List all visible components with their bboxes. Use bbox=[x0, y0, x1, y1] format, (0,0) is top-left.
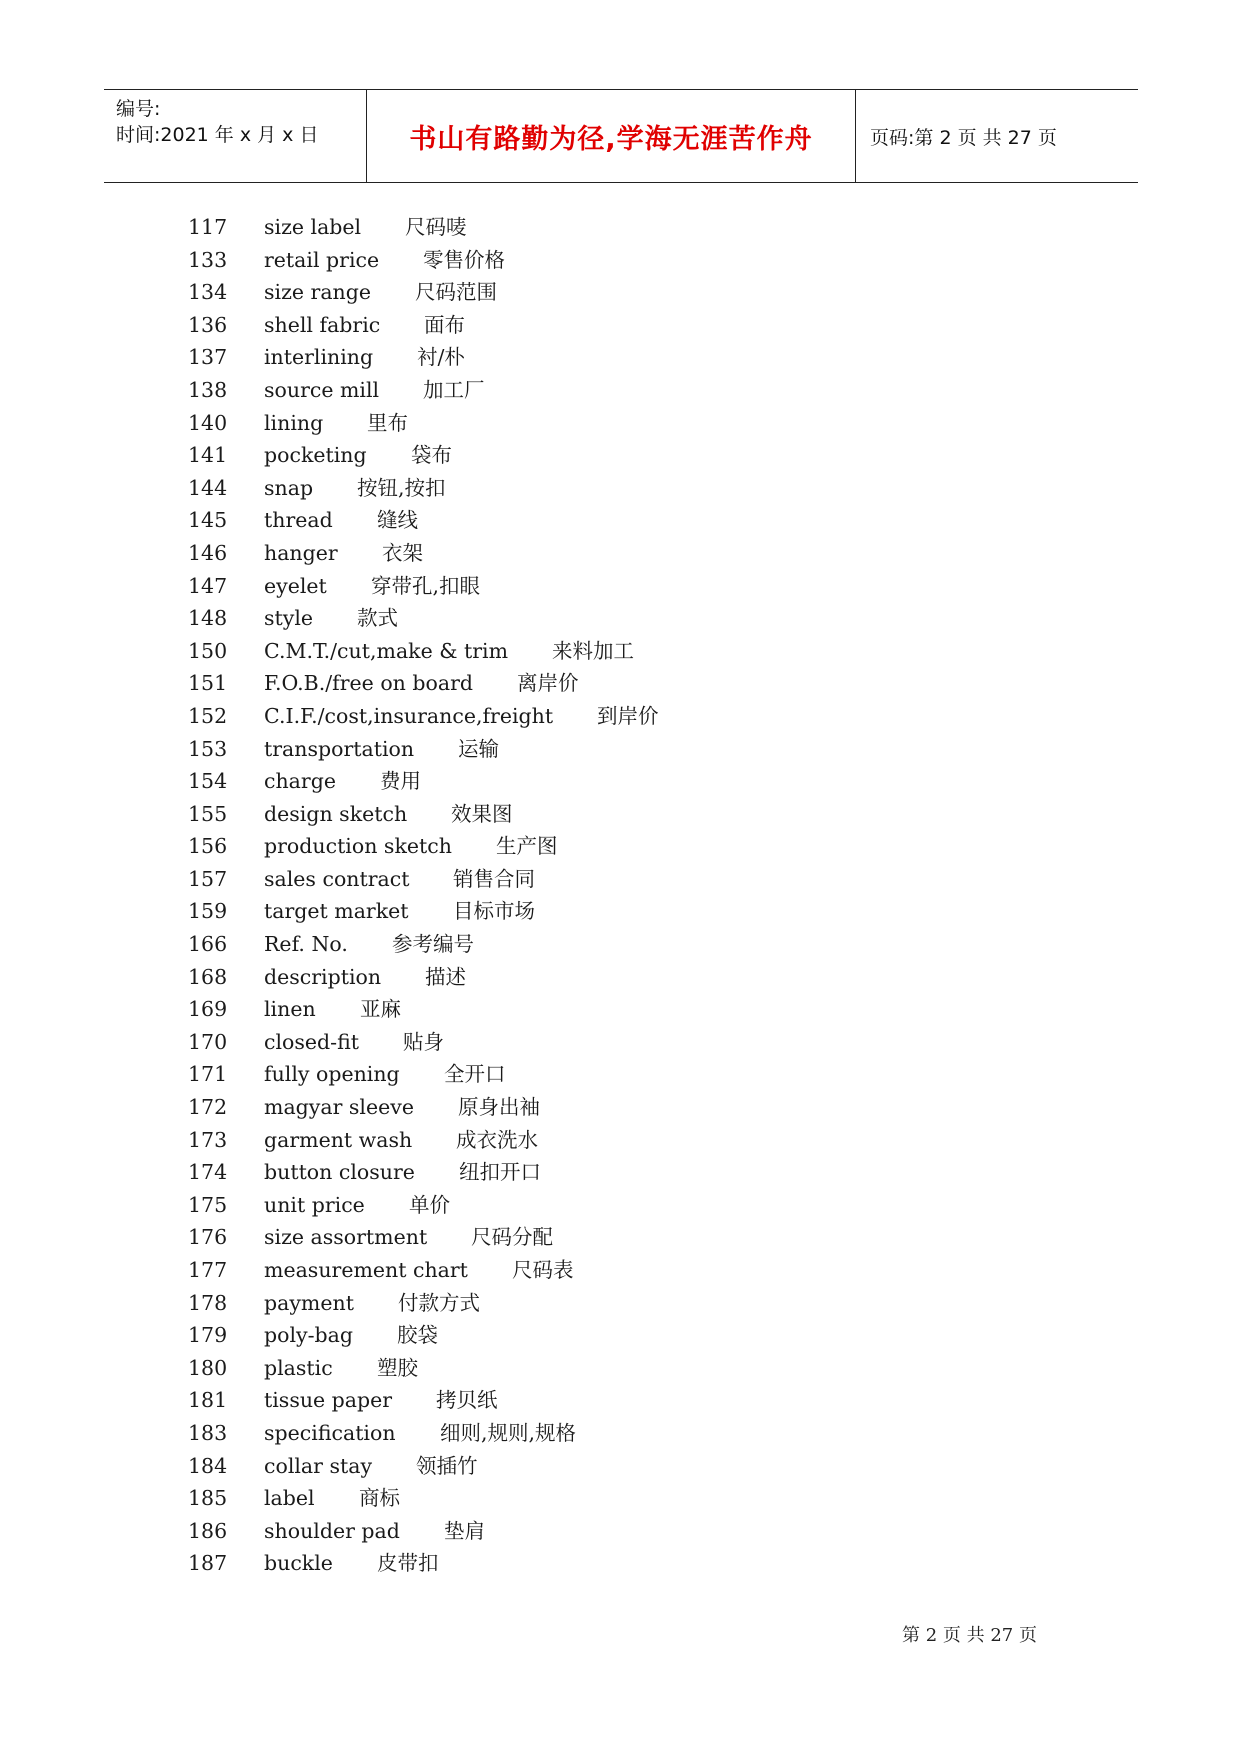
entry-chinese-term: 目标市场 bbox=[453, 899, 535, 924]
entry-number: 159 bbox=[188, 899, 228, 924]
entry-chinese-term: 袋布 bbox=[411, 443, 452, 468]
entry-english-term: description bbox=[264, 964, 382, 989]
entry-english-term: shoulder pad bbox=[264, 1518, 400, 1543]
entry-chinese-term: 原身出袖 bbox=[458, 1095, 540, 1120]
entry-number: 168 bbox=[188, 964, 228, 989]
entry-number: 176 bbox=[188, 1225, 228, 1250]
entry-chinese-term: 生产图 bbox=[496, 834, 558, 859]
entry-number: 181 bbox=[188, 1388, 228, 1413]
entry-number: 140 bbox=[188, 410, 228, 435]
entry-chinese-term: 运输 bbox=[458, 736, 499, 761]
entry-number: 178 bbox=[188, 1290, 228, 1315]
entry-chinese-term: 成衣洗水 bbox=[456, 1127, 538, 1152]
entry-english-term: F.O.B./free on board bbox=[264, 671, 473, 696]
entry-chinese-term: 销售合同 bbox=[453, 866, 535, 891]
entry-number: 179 bbox=[188, 1323, 228, 1348]
entry-chinese-term: 里布 bbox=[367, 410, 408, 435]
entry-number: 173 bbox=[188, 1127, 228, 1152]
entry-english-term: poly-bag bbox=[264, 1323, 353, 1348]
entry-chinese-term: 拷贝纸 bbox=[436, 1388, 498, 1413]
entry-english-term: pocketing bbox=[264, 443, 367, 468]
entry-chinese-term: 细则,规则,规格 bbox=[440, 1420, 577, 1445]
entry-english-term: magyar sleeve bbox=[264, 1095, 414, 1120]
entry-chinese-term: 商标 bbox=[359, 1486, 400, 1511]
entry-english-term: linen bbox=[264, 997, 316, 1022]
entry-number: 185 bbox=[188, 1486, 228, 1511]
entry-number: 136 bbox=[188, 312, 228, 337]
entry-number: 148 bbox=[188, 606, 228, 631]
entry-english-term: shell fabric bbox=[264, 312, 381, 337]
entry-chinese-term: 尺码唛 bbox=[405, 215, 467, 239]
number-label: 编号: bbox=[116, 98, 161, 120]
entry-chinese-term: 塑胶 bbox=[377, 1355, 418, 1380]
entry-english-term: measurement chart bbox=[264, 1258, 468, 1282]
entry-english-term: size assortment bbox=[264, 1225, 428, 1250]
entry-chinese-term: 全开口 bbox=[444, 1062, 506, 1087]
entry-english-term: lining bbox=[264, 410, 324, 435]
entry-english-term: hanger bbox=[264, 540, 338, 565]
entry-chinese-term: 纽扣开口 bbox=[459, 1160, 541, 1185]
entry-english-term: unit price bbox=[264, 1192, 365, 1217]
entry-english-term: interlining bbox=[264, 345, 374, 370]
entry-english-term: production sketch bbox=[264, 834, 452, 859]
entry-chinese-term: 来料加工 bbox=[552, 638, 634, 663]
entry-chinese-term: 参考编号 bbox=[392, 932, 474, 957]
entry-english-term: payment bbox=[264, 1290, 354, 1315]
entry-chinese-term: 穿带孔,扣眼 bbox=[371, 573, 481, 598]
entry-number: 146 bbox=[188, 540, 228, 565]
entry-english-term: transportation bbox=[264, 736, 415, 761]
entry-english-term: button closure bbox=[264, 1160, 415, 1185]
entry-chinese-term: 亚麻 bbox=[360, 997, 401, 1022]
entry-number: 175 bbox=[188, 1192, 228, 1217]
entry-chinese-term: 面布 bbox=[424, 312, 465, 337]
entry-english-term: target market bbox=[264, 899, 409, 924]
entry-chinese-term: 衬/朴 bbox=[417, 345, 465, 370]
header-page-cell bbox=[856, 90, 1138, 182]
entry-english-term: label bbox=[264, 1486, 315, 1511]
entry-english-term: retail price bbox=[264, 247, 380, 272]
entry-number: 180 bbox=[188, 1355, 228, 1380]
entry-english-term: tissue paper bbox=[264, 1388, 393, 1413]
entry-english-term: design sketch bbox=[264, 801, 408, 826]
entry-number: 153 bbox=[188, 736, 228, 761]
entry-number: 171 bbox=[188, 1062, 228, 1087]
entry-english-term: snap bbox=[264, 475, 314, 500]
entry-chinese-term: 皮带扣 bbox=[377, 1551, 439, 1576]
entry-number: 144 bbox=[188, 475, 228, 500]
entry-english-term: specification bbox=[264, 1420, 396, 1445]
page-footer: 第 2 页 共 27 页 bbox=[902, 1625, 1037, 1646]
entry-number: 184 bbox=[188, 1453, 228, 1478]
entry-number: 187 bbox=[188, 1551, 228, 1576]
entry-chinese-term: 费用 bbox=[380, 769, 421, 794]
entry-number: 152 bbox=[188, 703, 228, 728]
entry-number: 170 bbox=[188, 1029, 228, 1054]
page-code: 页码:第 2 页 共 27 页 bbox=[870, 126, 1057, 149]
entry-english-term: closed-fit bbox=[264, 1029, 359, 1054]
entry-number: 147 bbox=[188, 573, 228, 598]
entry-chinese-term: 按钮,按扣 bbox=[357, 475, 446, 500]
header-motto-cell bbox=[366, 90, 856, 182]
entry-english-term: fully opening bbox=[264, 1062, 400, 1087]
entry-number: 154 bbox=[188, 769, 228, 794]
entry-chinese-term: 尺码表 bbox=[512, 1258, 574, 1282]
entry-english-term: style bbox=[264, 606, 314, 631]
entry-english-term: thread bbox=[264, 508, 333, 533]
entry-chinese-term: 描述 bbox=[425, 964, 466, 989]
entry-chinese-term: 尺码范围 bbox=[415, 280, 497, 305]
entry-number: 134 bbox=[188, 280, 228, 305]
entry-chinese-term: 缝线 bbox=[377, 508, 418, 533]
entry-chinese-term: 付款方式 bbox=[398, 1290, 480, 1315]
entry-number: 133 bbox=[188, 247, 228, 272]
entry-number: 137 bbox=[188, 345, 228, 370]
entry-number: 183 bbox=[188, 1420, 228, 1445]
entry-number: 151 bbox=[188, 671, 228, 696]
entry-english-term: sales contract bbox=[264, 866, 410, 891]
entry-english-term: eyelet bbox=[264, 573, 327, 598]
entry-chinese-term: 效果图 bbox=[451, 801, 513, 826]
entry-english-term: C.I.F./cost,insurance,freight bbox=[264, 703, 554, 728]
entry-english-term: collar stay bbox=[264, 1453, 373, 1478]
entry-number: 156 bbox=[188, 834, 228, 859]
entry-number: 172 bbox=[188, 1095, 228, 1120]
motto-text: 书山有路勤为径,学海无涯苦作舟 bbox=[409, 123, 813, 155]
entry-chinese-term: 离岸价 bbox=[517, 671, 579, 696]
entry-chinese-term: 款式 bbox=[357, 606, 398, 631]
entry-english-term: C.M.T./cut,make & trim bbox=[264, 638, 509, 663]
entry-chinese-term: 领插竹 bbox=[416, 1453, 478, 1478]
entry-number: 169 bbox=[188, 997, 228, 1022]
entry-chinese-term: 到岸价 bbox=[597, 703, 659, 728]
entry-english-term: plastic bbox=[264, 1355, 333, 1380]
header-meta-cell bbox=[104, 90, 366, 182]
entry-english-term: buckle bbox=[264, 1551, 333, 1576]
entry-number: 166 bbox=[188, 932, 228, 957]
entry-number: 186 bbox=[188, 1518, 228, 1543]
entry-chinese-term: 零售价格 bbox=[423, 247, 505, 272]
entry-number: 157 bbox=[188, 866, 228, 891]
entry-english-term: garment wash bbox=[264, 1127, 413, 1152]
time-label: 时间:2021 年 x 月 x 日 bbox=[116, 124, 319, 146]
entry-number: 138 bbox=[188, 377, 228, 402]
entry-chinese-term: 衣架 bbox=[382, 540, 423, 565]
page-header bbox=[104, 89, 1138, 183]
entry-english-term: Ref. No. bbox=[264, 932, 348, 957]
entry-number: 155 bbox=[188, 801, 228, 826]
entry-number: 145 bbox=[188, 508, 228, 533]
entry-number: 150 bbox=[188, 638, 228, 663]
entry-english-term: size label bbox=[264, 215, 362, 239]
entry-chinese-term: 单价 bbox=[409, 1192, 450, 1217]
entry-number: 177 bbox=[188, 1258, 228, 1282]
entry-chinese-term: 加工厂 bbox=[423, 377, 485, 402]
entry-english-term: size range bbox=[264, 280, 372, 305]
entry-chinese-term: 尺码分配 bbox=[471, 1225, 553, 1250]
entry-number: 174 bbox=[188, 1160, 228, 1185]
entry-chinese-term: 贴身 bbox=[403, 1029, 444, 1054]
entry-chinese-term: 胶袋 bbox=[397, 1323, 438, 1348]
entry-number: 141 bbox=[188, 443, 228, 468]
entry-english-term: charge bbox=[264, 769, 336, 794]
entry-english-term: source mill bbox=[264, 377, 380, 402]
entry-chinese-term: 垫肩 bbox=[444, 1518, 485, 1543]
entry-number: 117 bbox=[188, 215, 228, 239]
